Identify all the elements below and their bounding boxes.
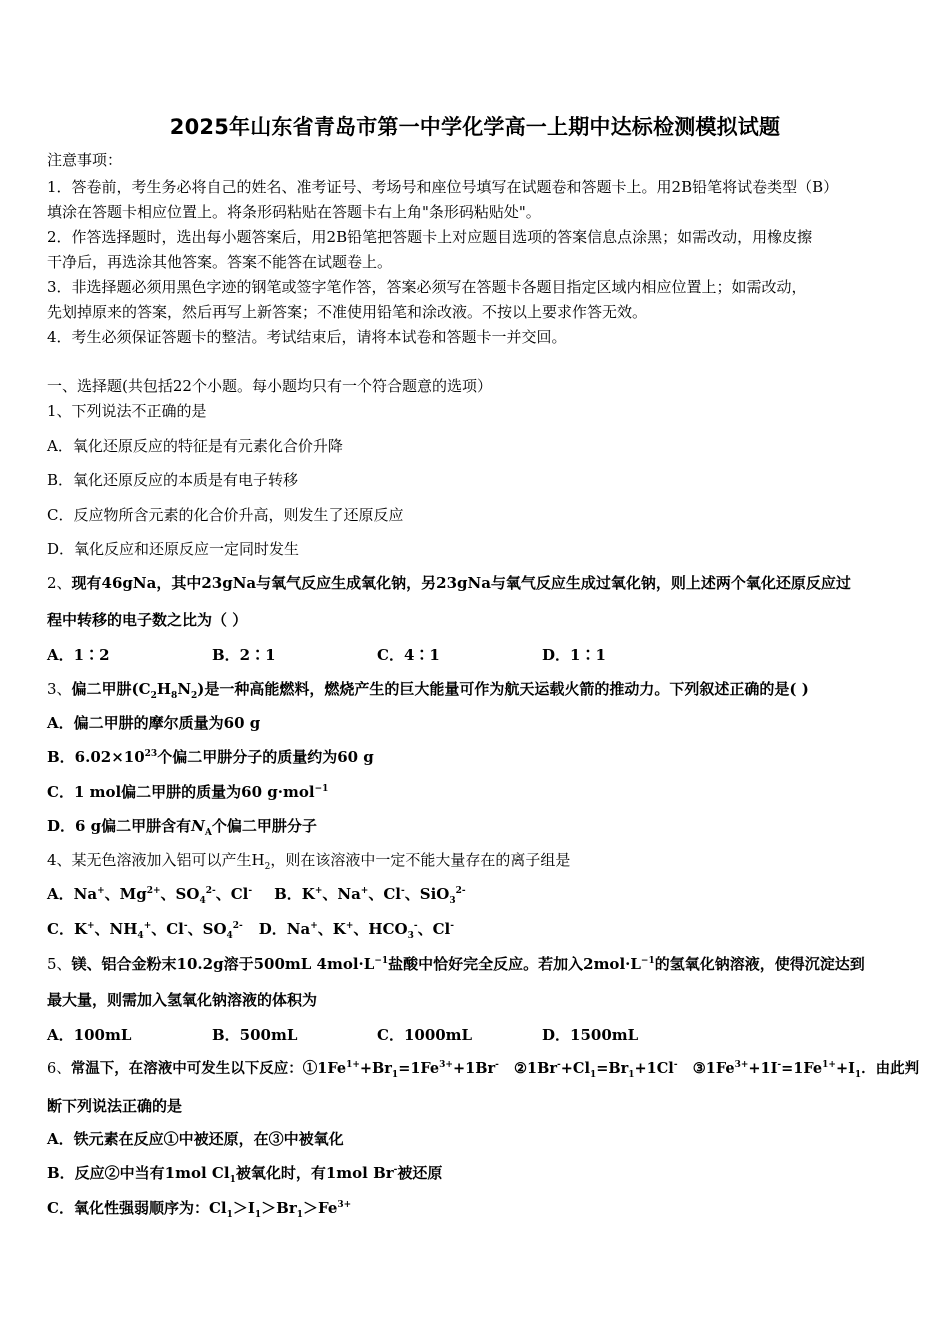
q5-stem-line-2: 最大量，则需加入氢氧化钠溶液的体积为: [47, 991, 318, 1009]
q4-stem-sub: 2: [264, 862, 271, 872]
q1-option-c[interactable]: C．反应物所含元素的化合价升高，则发生了还原反应: [47, 506, 404, 524]
q6-reaction-3: [692, 1060, 920, 1080]
ion-charge: -: [400, 886, 405, 896]
opt-text: ＞I: [232, 1199, 255, 1217]
q4-stem-pre: 4、某无色溶液加入铝可以产生H: [47, 851, 265, 869]
rx-sup: 1+: [822, 1060, 836, 1071]
notice-line: 先划掉原来的答案，然后再写上新答案；不准使用铅笔和涂改液。不按以上要求作答无效。: [47, 303, 648, 321]
ion-charge: +: [86, 921, 95, 931]
q3-stem-mid: H: [156, 680, 172, 698]
q3-b-text: B．6.02×10: [47, 748, 145, 766]
rx-text: ．由此判: [861, 1060, 920, 1077]
ion-charge: 2-: [205, 886, 216, 896]
q3-stem-pre: 偏二甲肼(C: [71, 680, 151, 698]
q5-option-a[interactable]: A．100mL: [47, 1026, 132, 1044]
ion-text: D．Na: [258, 920, 311, 938]
q4-option-c[interactable]: [47, 920, 243, 941]
ion-charge: +: [345, 921, 354, 931]
q4-options-ab: [47, 884, 466, 904]
q3-sub: 2: [191, 691, 198, 701]
ion-charge: +: [314, 886, 323, 896]
q3-b-sup: 23: [144, 749, 158, 759]
q5-sup: −1: [640, 956, 655, 966]
ion-text: B．K: [274, 885, 315, 903]
ion-text: 、Cl: [368, 885, 401, 903]
q5-option-c[interactable]: C．1000mL: [377, 1026, 473, 1044]
q3-stem-mid: N: [177, 680, 192, 698]
opt-sub: 1: [296, 1210, 303, 1220]
q3-c-text: C．1 mol偏二甲肼的质量为60 g·mol: [47, 783, 315, 801]
ion-charge: 2-: [455, 886, 466, 896]
ion-charge: -: [183, 921, 188, 931]
rx-sup: -: [673, 1060, 678, 1071]
q3-d-sub: A: [204, 828, 212, 838]
rx-sup: 1+: [346, 1060, 360, 1071]
q6-lead: 常温下，在溶液中可发生以下反应：: [70, 1060, 303, 1077]
q3-option-a[interactable]: A．偏二甲肼的摩尔质量为60 g: [47, 714, 261, 732]
q3-option-c[interactable]: [47, 782, 328, 802]
question-5-stem: [47, 954, 865, 974]
q6-reaction-2: [514, 1060, 678, 1080]
q2-option-c[interactable]: C．4∶1: [377, 646, 440, 664]
ion-charge: 2+: [146, 886, 161, 896]
opt-sub: 1: [254, 1210, 262, 1220]
rx-text: =Br: [596, 1060, 629, 1077]
q6-number: 6、: [47, 1061, 71, 1077]
q5-stem-text: 盐酸中恰好完全反应。若加入2mol·L: [388, 955, 641, 973]
ion-text: C．K: [47, 920, 87, 938]
page-title: 2025年山东省青岛市第一中学化学高一上期中达标检测模拟试题: [169, 115, 781, 139]
q3-sub: 2: [150, 691, 157, 701]
q6-option-a[interactable]: A．铁元素在反应①中被还原，在③中被氧化: [47, 1130, 344, 1148]
ion-sub: 3: [407, 931, 414, 941]
question-2-stem: [47, 573, 851, 593]
q3-number: 3、: [47, 680, 72, 698]
rx-sup: -: [495, 1060, 499, 1071]
q3-d-text: 个偏二甲肼分子: [211, 817, 317, 835]
opt-text: ＞Fe: [303, 1199, 338, 1217]
notice-line: 1．答卷前，考生务必将自己的姓名、准考证号、考场号和座位号填写在试题卷和答题卡上。用2B铅笔将试卷类型（B）: [47, 178, 839, 196]
q2-stem-line-1: 现有46gNa，其中23gNa与氧气反应生成氧化钠，另23gNa与氧气反应生成过氧化钠，则上述两个氧化还原反应过: [71, 574, 851, 592]
rx-sub: 1: [628, 1069, 635, 1080]
q5-option-b[interactable]: B．500mL: [212, 1026, 298, 1044]
ion-text: 、Cl: [151, 920, 184, 938]
q4-option-b[interactable]: [274, 885, 466, 906]
q2-stem-line-2: 程中转移的电子数之比为（ ）: [47, 611, 248, 629]
rx-text: +1I: [748, 1060, 778, 1077]
ion-text: 、SiO: [404, 885, 450, 903]
ion-sub: 4: [226, 931, 233, 941]
question-3-stem: [47, 679, 809, 699]
q3-c-sup: −1: [314, 784, 329, 794]
rx-text: ①1Fe: [302, 1060, 347, 1077]
rx-text: +1Cl: [634, 1060, 674, 1077]
ion-text: 、K: [317, 920, 346, 938]
ion-text: 、Na: [322, 885, 361, 903]
notice-line: 填涂在答题卡相应位置上。将条形码粘贴在答题卡右上角"条形码粘贴处"。: [47, 203, 541, 221]
question-1-stem: 1、下列说法不正确的是: [47, 402, 207, 420]
q3-sub: 8: [171, 691, 178, 701]
rx-sup: -: [557, 1060, 561, 1071]
notice-line: 4．考生必须保证答题卡的整洁。考试结束后，请将本试卷和答题卡一并交回。: [47, 328, 567, 346]
q6-option-c[interactable]: [47, 1198, 351, 1218]
notice-line: 干净后，再选涂其他答案。答案不能答在试题卷上。: [47, 253, 393, 271]
ion-text: 、Cl: [215, 885, 249, 903]
opt-text: C．氧化性强弱顺序为：Cl: [47, 1199, 227, 1217]
q6-reaction-1: [302, 1060, 499, 1080]
q3-d-text: D．6 g偏二甲肼含有: [47, 817, 192, 835]
q3-b-text: 个偏二甲肼分子的质量约为60 g: [157, 748, 374, 766]
ion-charge: +: [97, 886, 105, 896]
ion-charge: 2-: [232, 921, 243, 931]
q2-option-b[interactable]: B．2∶1: [212, 646, 276, 664]
q2-option-d[interactable]: D．1∶1: [542, 646, 606, 664]
opt-sup: 3+: [337, 1200, 352, 1210]
q4-option-a[interactable]: [47, 885, 253, 906]
rx-text: ③1Fe: [692, 1060, 735, 1077]
ion-text: 、NH: [94, 920, 138, 938]
q2-option-a[interactable]: A．1∶2: [47, 646, 110, 664]
question-6-stem: [47, 1059, 919, 1079]
notice-heading: 注意事项：: [47, 151, 123, 169]
rx-text: =1Fe: [398, 1060, 440, 1077]
rx-sub: 1: [854, 1069, 862, 1080]
rx-text: ②1Br: [514, 1060, 557, 1077]
notice-line: 2．作答选择题时，选出每小题答案后，用2B铅笔把答题卡上对应题目选项的答案信息点涂黑；如需改动，用橡皮擦: [47, 228, 813, 246]
opt-text: B．反应②中当有1mol Cl: [47, 1164, 230, 1182]
q3-option-d[interactable]: [47, 816, 317, 836]
ion-text: 、HCO: [353, 920, 408, 938]
opt-text: 被氧化时，有1mol Br: [235, 1164, 394, 1182]
q5-option-d[interactable]: D．1500mL: [542, 1026, 639, 1044]
opt-sub: 1: [229, 1175, 236, 1185]
rx-text: +Cl: [560, 1060, 590, 1077]
ion-sub: 4: [199, 896, 206, 906]
ion-sub: 4: [137, 931, 144, 941]
ion-charge: +: [310, 921, 318, 931]
q5-number: 5、: [47, 955, 72, 973]
q3-d-na: N: [191, 817, 205, 835]
q5-stem-text: 镁、铝合金粉末10.2g溶于500mL 4mol·L: [71, 955, 375, 973]
ion-charge: +: [143, 921, 152, 931]
q4-stem-post: ，则在该溶液中一定不能大量存在的离子组是: [270, 851, 571, 869]
rx-text: +Br: [359, 1060, 392, 1077]
opt-text: ＞Br: [261, 1199, 297, 1217]
rx-sub: 1: [589, 1069, 597, 1080]
opt-text: 被还原: [397, 1164, 443, 1182]
q3-option-b[interactable]: [47, 747, 374, 767]
rx-sup: -: [777, 1060, 782, 1071]
rx-text: +I: [835, 1060, 855, 1077]
question-4-stem: [47, 850, 570, 870]
ion-charge: -: [450, 921, 454, 931]
q2-options: [47, 645, 707, 665]
q6-stem-line-2: 断下列说法正确的是: [47, 1097, 183, 1115]
q1-option-b[interactable]: B．氧化还原反应的本质是有电子转移: [47, 471, 299, 489]
q3-stem-post: )是一种高能燃料，燃烧产生的巨大能量可作为航天运载火箭的推动力。下列叙述正确的是( ): [197, 680, 809, 698]
ion-text: 、Mg: [104, 885, 147, 903]
opt-sub: 1: [226, 1210, 233, 1220]
ion-charge: -: [248, 886, 253, 896]
q4-option-d[interactable]: [258, 920, 454, 941]
ion-text: 、Cl: [417, 920, 451, 938]
q5-stem-text: 的氢氧化钠溶液，使得沉淀达到: [654, 955, 865, 973]
ion-text: 、SO: [160, 885, 200, 903]
notice-line: 3．非选择题必须用黑色字迹的钢笔或签字笔作答，答案必须写在答题卡各题目指定区域内相应位置上；如需改动，: [47, 278, 807, 296]
ion-charge: -: [413, 921, 418, 931]
rx-sup: 3+: [439, 1060, 453, 1071]
ion-charge: +: [360, 886, 369, 896]
q4-options-cd: [47, 919, 454, 939]
ion-text: A．Na: [47, 885, 98, 903]
rx-text: =1Fe: [781, 1060, 823, 1077]
q5-options: [47, 1025, 707, 1045]
rx-text: +1Br: [452, 1060, 496, 1077]
q2-number: 2、: [47, 574, 72, 592]
rx-sup: 3+: [734, 1060, 749, 1071]
ion-sub: 3: [449, 896, 456, 906]
rx-sub: 1: [391, 1069, 399, 1080]
q6-option-b[interactable]: [47, 1163, 442, 1183]
ion-text: 、SO: [187, 920, 227, 938]
q1-option-d[interactable]: D．氧化反应和还原反应一定同时发生: [47, 540, 300, 558]
q1-option-a[interactable]: A．氧化还原反应的特征是有元素化合价升降: [47, 437, 343, 455]
q5-sup: −1: [374, 956, 389, 966]
opt-sup: -: [393, 1165, 398, 1175]
section-heading: 一、选择题(共包括22个小题。每小题均只有一个符合题意的选项）: [47, 377, 492, 395]
